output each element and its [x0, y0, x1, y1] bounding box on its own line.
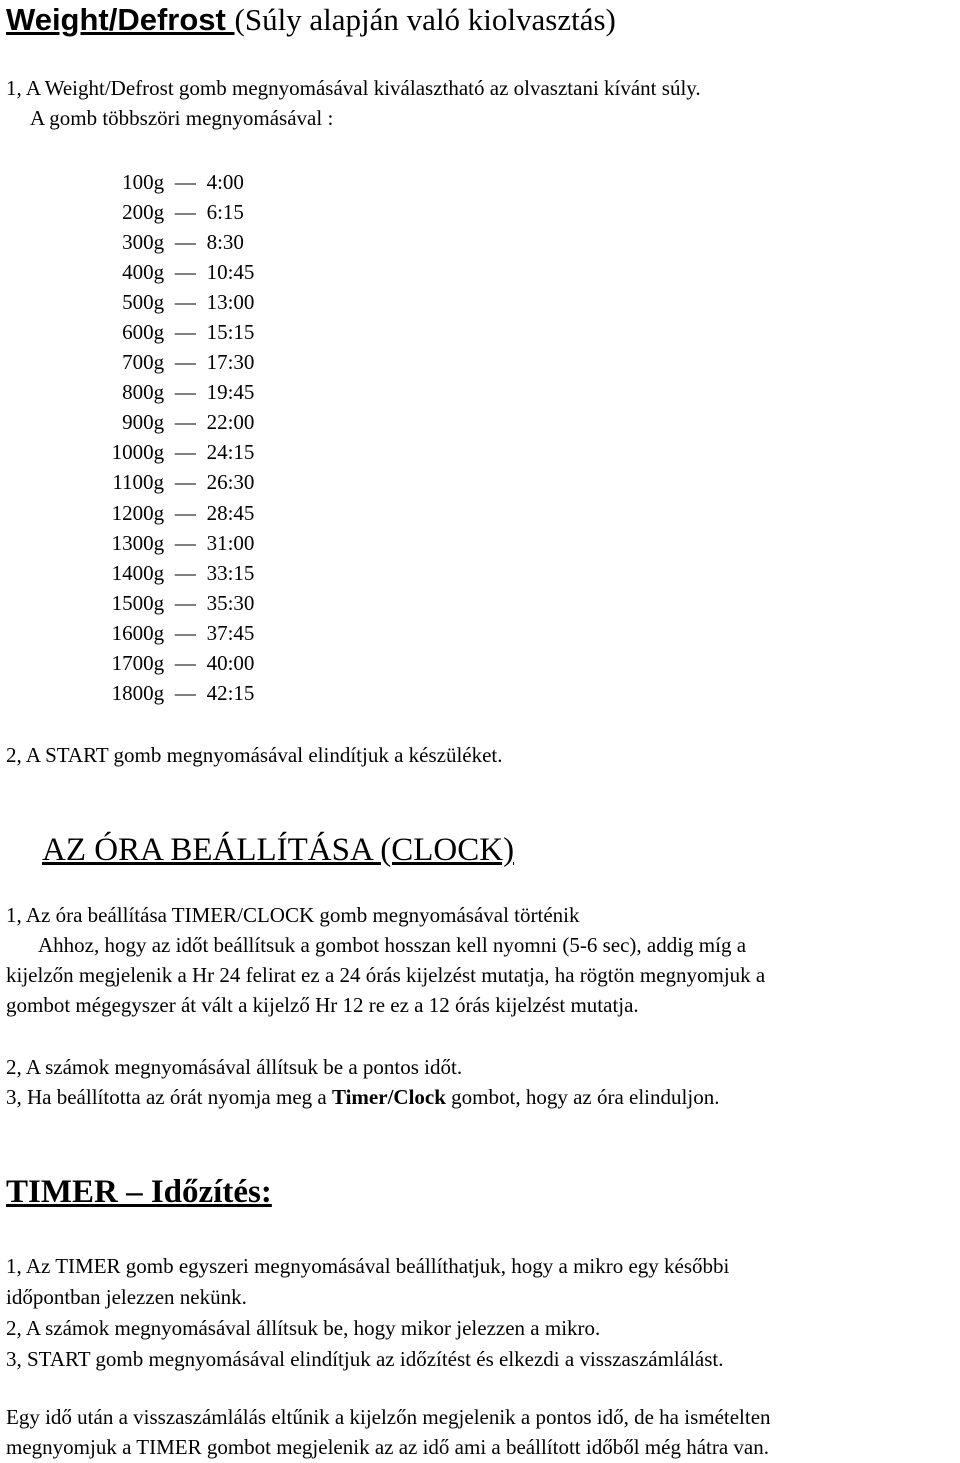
time-value: 4:00	[206, 169, 244, 194]
weight-time-row	[92, 618, 262, 648]
weight-value: 1600g	[111, 620, 165, 645]
time-value: 6:15	[206, 199, 244, 224]
weight-time-row	[92, 197, 262, 227]
dash-separator: —	[174, 681, 196, 706]
time-value: 33:15	[206, 560, 255, 585]
dash-separator: —	[174, 350, 196, 375]
weight-value: 800g	[122, 380, 165, 405]
clock-paragraph-4: gombot mégegyszer át vált a kijelző Hr 12 re ez a 12 órás kijelzést mutatja.	[6, 993, 639, 1017]
time-value: 10:45	[206, 259, 255, 284]
weight-time-row	[92, 558, 262, 588]
weight-value: 1100g	[112, 470, 165, 495]
clock-paragraph-6	[6, 1082, 719, 1112]
timer-paragraph-4: 3, START gomb megnyomásával elindítjuk az időzítést és elkezdi a visszaszámlálást.	[6, 1347, 724, 1371]
dash-separator: —	[174, 380, 196, 405]
dash-separator: —	[174, 560, 196, 585]
weight-value: 700g	[122, 350, 165, 375]
weight-value: 1200g	[111, 500, 165, 525]
weight-defrost-heading	[6, 0, 616, 40]
weight-time-row	[92, 257, 262, 287]
timer-heading: TIMER – Időzítés:	[6, 1174, 272, 1210]
dash-separator: —	[174, 500, 196, 525]
time-value: 17:30	[206, 350, 255, 375]
weight-time-row	[92, 317, 262, 347]
weight-value: 500g	[122, 289, 165, 314]
timer-paragraph-5: Egy idő után a visszaszámlálás eltűnik a kijelzőn megjelenik a pontos idő, de ha ismételten	[6, 1405, 771, 1429]
time-value: 42:15	[206, 681, 255, 706]
timer-paragraph-6: megnyomjuk a TIMER gombot megjelenik az az idő ami a beállított időből még hátra van.	[6, 1435, 770, 1459]
weight-time-row	[92, 287, 262, 317]
heading-subtitle-part: (Súly alapján való kiolvasztás)	[234, 2, 616, 37]
weight-value: 300g	[122, 229, 165, 254]
dash-separator: —	[174, 440, 196, 465]
weight-time-row	[92, 679, 262, 709]
clock-paragraph-1: 1, Az óra beállítása TIMER/CLOCK gomb megnyomásával történik	[6, 903, 580, 927]
dash-separator: —	[174, 620, 196, 645]
time-value: 37:45	[206, 620, 255, 645]
defrost-paragraph-1: 1, A Weight/Defrost gomb megnyomásával kiválasztható az olvasztani kívánt súly.	[6, 76, 701, 100]
weight-time-table	[92, 167, 262, 709]
weight-time-row	[92, 348, 262, 378]
time-value: 13:00	[206, 289, 255, 314]
weight-time-row	[92, 468, 262, 498]
clock-p6-pre: 3, Ha beállította az órát nyomja meg a	[6, 1085, 332, 1109]
clock-p6-bold: Timer/Clock	[331, 1085, 446, 1109]
timer-paragraph-3: 2, A számok megnyomásával állítsuk be, hogy mikor jelezzen a mikro.	[6, 1316, 601, 1340]
time-value: 15:15	[206, 320, 255, 345]
clock-heading: AZ ÓRA BEÁLLÍTÁSA (CLOCK)	[42, 832, 515, 868]
weight-time-row	[92, 588, 262, 618]
weight-value: 1700g	[111, 651, 165, 676]
time-value: 22:00	[206, 410, 255, 435]
clock-p6-post: gombot, hogy az óra elinduljon.	[445, 1085, 720, 1109]
timer-paragraph-1: 1, Az TIMER gomb egyszeri megnyomásával beállíthatjuk, hogy a mikro egy későbbi	[6, 1254, 730, 1278]
weight-time-row	[92, 438, 262, 468]
weight-value: 200g	[122, 199, 165, 224]
weight-value: 1800g	[111, 681, 165, 706]
weight-value: 1500g	[111, 590, 165, 615]
weight-value: 1000g	[111, 440, 165, 465]
time-value: 24:15	[206, 440, 255, 465]
heading-bold-part: Weight/Defrost	[6, 2, 235, 37]
dash-separator: —	[174, 470, 196, 495]
time-value: 40:00	[206, 651, 255, 676]
dash-separator: —	[174, 199, 196, 224]
dash-separator: —	[174, 169, 196, 194]
dash-separator: —	[174, 410, 196, 435]
weight-time-row	[92, 498, 262, 528]
clock-paragraph-2: Ahhoz, hogy az időt beállítsuk a gombot hosszan kell nyomni (5-6 sec), addig míg a	[38, 933, 747, 957]
weight-value: 1300g	[111, 530, 165, 555]
weight-time-row	[92, 528, 262, 558]
weight-value: 400g	[122, 259, 165, 284]
defrost-start-paragraph: 2, A START gomb megnyomásával elindítjuk a készüléket.	[6, 743, 503, 767]
dash-separator: —	[174, 590, 196, 615]
dash-separator: —	[174, 651, 196, 676]
time-value: 19:45	[206, 380, 255, 405]
dash-separator: —	[174, 289, 196, 314]
weight-time-row	[92, 227, 262, 257]
time-value: 8:30	[206, 229, 244, 254]
time-value: 28:45	[206, 500, 255, 525]
clock-paragraph-3: kijelzőn megjelenik a Hr 24 felirat ez a 24 órás kijelzést mutatja, ha rögtön megnyomjuk a	[6, 963, 766, 987]
time-value: 35:30	[206, 590, 255, 615]
weight-time-row	[92, 378, 262, 408]
defrost-paragraph-2: A gomb többszöri megnyomásával :	[30, 106, 334, 130]
time-value: 26:30	[206, 470, 255, 495]
weight-time-row	[92, 167, 262, 197]
weight-value: 100g	[122, 169, 165, 194]
timer-paragraph-2: időpontban jelezzen nekünk.	[6, 1285, 247, 1309]
weight-time-row	[92, 649, 262, 679]
clock-paragraph-5: 2, A számok megnyomásával állítsuk be a pontos időt.	[6, 1055, 463, 1079]
dash-separator: —	[174, 530, 196, 555]
weight-value: 600g	[122, 320, 165, 345]
dash-separator: —	[174, 320, 196, 345]
weight-value: 1400g	[111, 560, 165, 585]
time-value: 31:00	[206, 530, 255, 555]
dash-separator: —	[174, 229, 196, 254]
dash-separator: —	[174, 259, 196, 284]
weight-value: 900g	[122, 410, 165, 435]
weight-time-row	[92, 408, 262, 438]
